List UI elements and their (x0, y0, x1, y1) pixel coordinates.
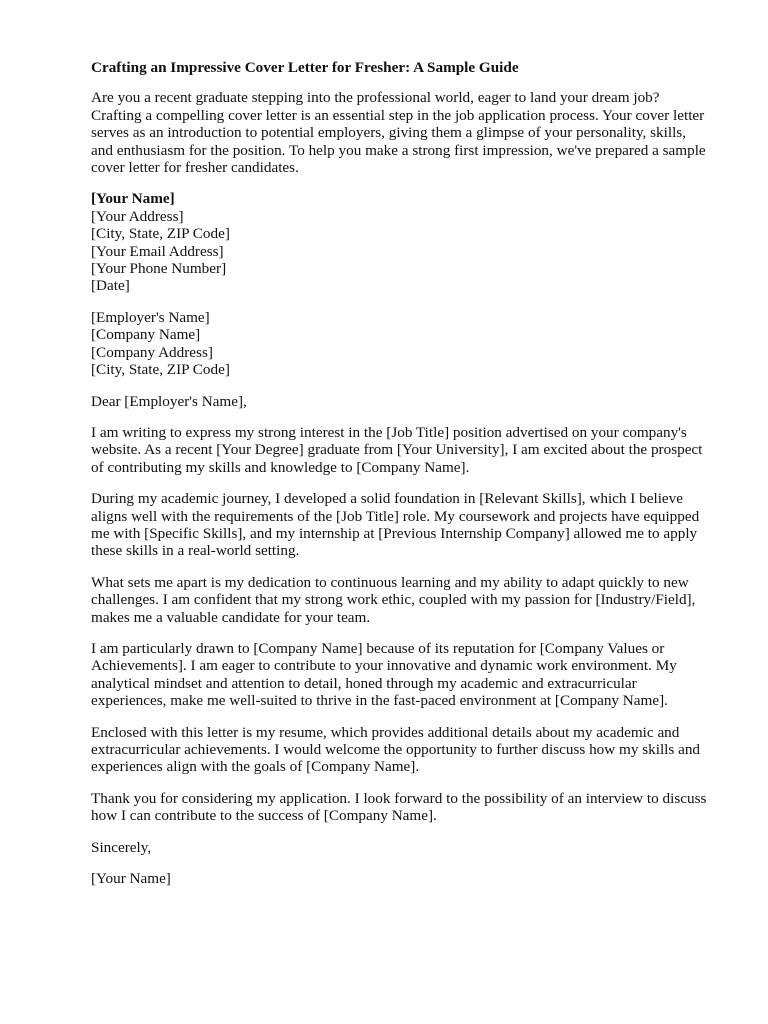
recipient-city: [City, State, ZIP Code] (91, 361, 230, 379)
body-line: these skills in a real-world setting. (91, 542, 300, 560)
intro-paragraph (91, 89, 731, 176)
recipient-name: [Employer's Name] (91, 308, 210, 326)
closing: Sincerely, (91, 838, 152, 856)
body-line: of contributing my skills and knowledge to [Company Name]. (91, 458, 470, 476)
body-line: experiences align with the goals of [Company Name]. (91, 758, 420, 776)
body-paragraph-4 (91, 640, 731, 710)
body-line: website. As a recent [Your Degree] graduate from [Your University], I am excited about the prospect (91, 441, 703, 459)
sender-city: [City, State, ZIP Code] (91, 225, 230, 243)
body-line: Thank you for considering my application. I look forward to the possibility of an interview to discuss (91, 789, 707, 807)
body-line: makes me a valuable candidate for your team. (91, 608, 371, 626)
sender-address: [Your Address] (91, 207, 184, 225)
sender-phone: [Your Phone Number] (91, 260, 227, 278)
body-line: experiences, make me well-suited to thrive in the fast-paced environment at [Company Name]. (91, 692, 668, 710)
body-line: I am writing to express my strong interest in the [Job Title] position advertised on your company's (91, 423, 687, 441)
body-line: I am particularly drawn to [Company Name] because of its reputation for [Company Values or (91, 639, 665, 657)
body-line: What sets me apart is my dedication to continuous learning and my ability to adapt quickly to new (91, 573, 689, 591)
body-line: Enclosed with this letter is my resume, which provides additional details about my academic and (91, 723, 680, 741)
document-page (91, 59, 731, 901)
body-paragraph-3 (91, 574, 731, 626)
body-line: how I can contribute to the success of [Company Name]. (91, 807, 437, 825)
body-paragraph-2 (91, 490, 731, 560)
body-paragraph-6 (91, 790, 731, 825)
body-line: analytical mindset and attention to detail, honed through my academic and extracurricular (91, 674, 637, 692)
intro-line: Crafting a compelling cover letter is an essential step in the job application process. Your cover letter (91, 106, 705, 124)
intro-line: Are you a recent graduate stepping into the professional world, eager to land your dream job? (91, 89, 660, 107)
recipient-address: [Company Address] (91, 343, 213, 361)
body-line: extracurricular achievements. I would welcome the opportunity to further discuss how my skills and (91, 741, 701, 758)
body-line: me with [Specific Skills], and my internship at [Previous Internship Company] allowed me to apply (91, 524, 698, 542)
intro-line: and enthusiasm for the position. To help you make a strong first impression, we've prepared a sample (91, 141, 706, 159)
body-paragraph-1 (91, 424, 731, 476)
body-line: challenges. I am confident that my strong work ethic, coupled with my passion for [Industry/Field], (91, 591, 696, 609)
body-paragraph-5 (91, 724, 731, 776)
intro-line: cover letter for fresher candidates. (91, 159, 299, 177)
sender-block (91, 190, 731, 294)
body-line: Achievements]. I am eager to contribute to your innovative and dynamic work environment. My (91, 657, 677, 675)
body-line: aligns well with the requirements of the [Job Title] role. My coursework and projects have equipped (91, 507, 700, 525)
signature: [Your Name] (91, 870, 171, 888)
recipient-block (91, 309, 731, 379)
sender-date: [Date] (91, 277, 130, 295)
body-line: During my academic journey, I developed a solid foundation in [Relevant Skills], which I believe (91, 490, 684, 508)
sender-email: [Your Email Address] (91, 242, 224, 260)
document-title: Crafting an Impressive Cover Letter for Fresher: A Sample Guide (91, 59, 519, 76)
salutation: Dear [Employer's Name], (91, 392, 247, 410)
intro-line: serves as an introduction to potential employers, giving them a glimpse of your personality, skills, (91, 124, 687, 142)
sender-name: [Your Name] (91, 190, 175, 208)
recipient-company: [Company Name] (91, 326, 201, 344)
